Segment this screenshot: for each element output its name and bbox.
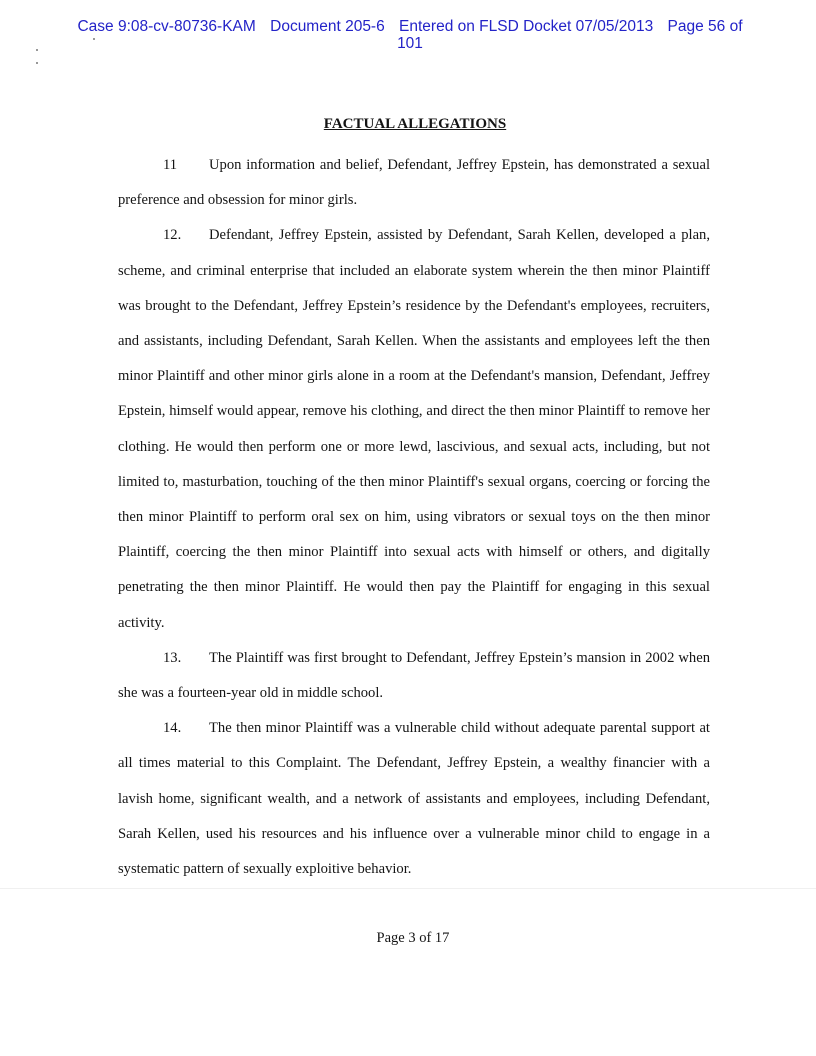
case-number: Case 9:08-cv-80736-KAM (77, 18, 256, 35)
paragraph-text: The Plaintiff was first brought to Defendant, Jeffrey Epstein’s mansion in 2002 when she was a fourteen-year old in middle school. (118, 649, 710, 702)
scan-speck (36, 62, 38, 64)
paragraph-text: Upon information and belief, Defendant, Jeffrey Epstein, has demonstrated a sexual preference and obsession for minor girls. (118, 157, 710, 209)
paragraph-number: 12. (163, 227, 182, 244)
paragraph-14 (118, 711, 710, 887)
scan-speck (93, 38, 95, 40)
paragraph-number: 11 (163, 157, 178, 173)
section-title: FACTUAL ALLEGATIONS (323, 116, 507, 132)
paragraph-13 (118, 641, 710, 711)
allegations-body (118, 148, 710, 887)
paragraph-12 (118, 218, 710, 640)
scan-speck (36, 49, 38, 51)
paragraph-number: 13. (163, 649, 182, 666)
paragraph-11 (118, 148, 710, 218)
page-of: Page 56 of (667, 18, 743, 35)
scan-edge-line (0, 888, 816, 889)
docket-entry: Entered on FLSD Docket 07/05/2013 (399, 18, 654, 35)
paragraph-number: 14. (163, 720, 182, 737)
page-footer: Page 3 of 17 (376, 930, 450, 946)
document-number: Document 205-6 (270, 18, 385, 35)
paragraph-text: Defendant, Jeffrey Epstein, assisted by Defendant, Sarah Kellen, developed a plan, scheme, and criminal enterprise that included an elaborate system wherein the then minor Plaintiff was brought to the Defendant, Jeffrey Epstein’s residence by the Defendant's employees, recruiters, and assistants, including Defendant, Sarah Kellen. When the assistants and employees left the then minor Plaintiff and other minor girls alone in a room at the Defendant's mansion, Defendant, Jeffrey Epstein, himself would appear, remove his clothing, and direct the then minor Plaintiff to remove her clothing. He would then perform one or more lewd, lascivious, and sexual acts, including, but not limited to, masturbation, touching of the then minor Plaintiff's sexual organs, coercing or forcing the then minor Plaintiff to perform oral sex on him, using vibrators or sexual toys on the then minor Plaintiff, coercing the then minor Plaintiff into sexual acts with himself or others, and digitally penetrating the then minor Plaintiff. He would then pay the Plaintiff for engaging in this sexual activity. (118, 227, 710, 631)
court-filing-stamp (60, 18, 760, 52)
paragraph-text: The then minor Plaintiff was a vulnerable child without adequate parental support at all times material to this Complaint. The Defendant, Jeffrey Epstein, a wealthy financier with a lavish home, significant wealth, and a network of assistants and employees, including Defendant, Sarah Kellen, used his resources and his influence over a vulnerable minor child to engage in a systematic pattern of sexually exploitive behavior. (118, 720, 710, 878)
page-total: 101 (397, 35, 423, 52)
stamp-line-1 (60, 18, 760, 35)
